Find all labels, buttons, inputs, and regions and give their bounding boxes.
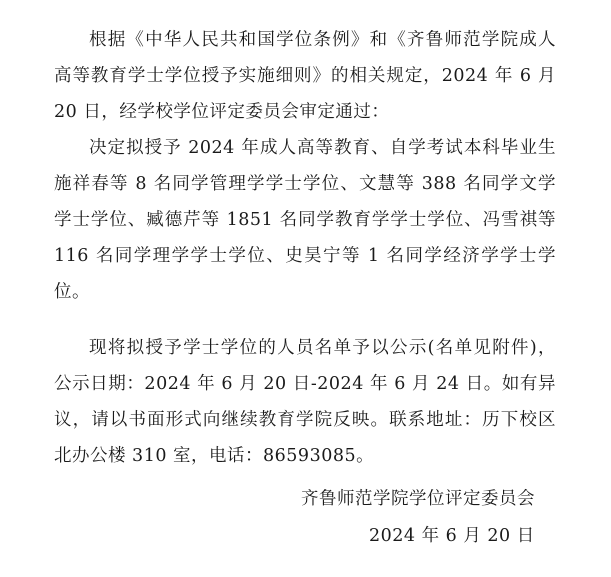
intro-paragraph: 根据《中华人民共和国学位条例》和《齐鲁师范学院成人高等教育学士学位授予实施细则》的相关规定，2024 年 6 月 20 日，经学校学位评定委员会审定通过： bbox=[54, 30, 556, 122]
decision-paragraph: 决定拟授予 2024 年成人高等教育、自学考试本科毕业生施祥春等 8 名同学管理学学士学位、文慧等 388 名同学文学学士学位、臧德芹等 1851 名同学教育学学士学位、冯雪祺等 116 名同学理学学士学位、史昊宁等 1 名同学经济学学士学位。 bbox=[54, 138, 556, 302]
publicity-paragraph: 现将拟授予学士学位的人员名单予以公示(名单见附件)， 公示日期：2024 年 6 月 20 日-2024 年 6 月 24 日。如有异议，请以书面形式向继续教育学院反映。联系地址：历下校区北办公楼 310 室，电话：86593085。 bbox=[54, 338, 556, 466]
signature-organization: 齐鲁师范学院学位评定委员会 bbox=[301, 489, 535, 509]
paragraph-spacer bbox=[54, 310, 556, 330]
signature-date: 2024 年 6 月 20 日 bbox=[369, 526, 535, 546]
notice-body bbox=[54, 22, 556, 474]
